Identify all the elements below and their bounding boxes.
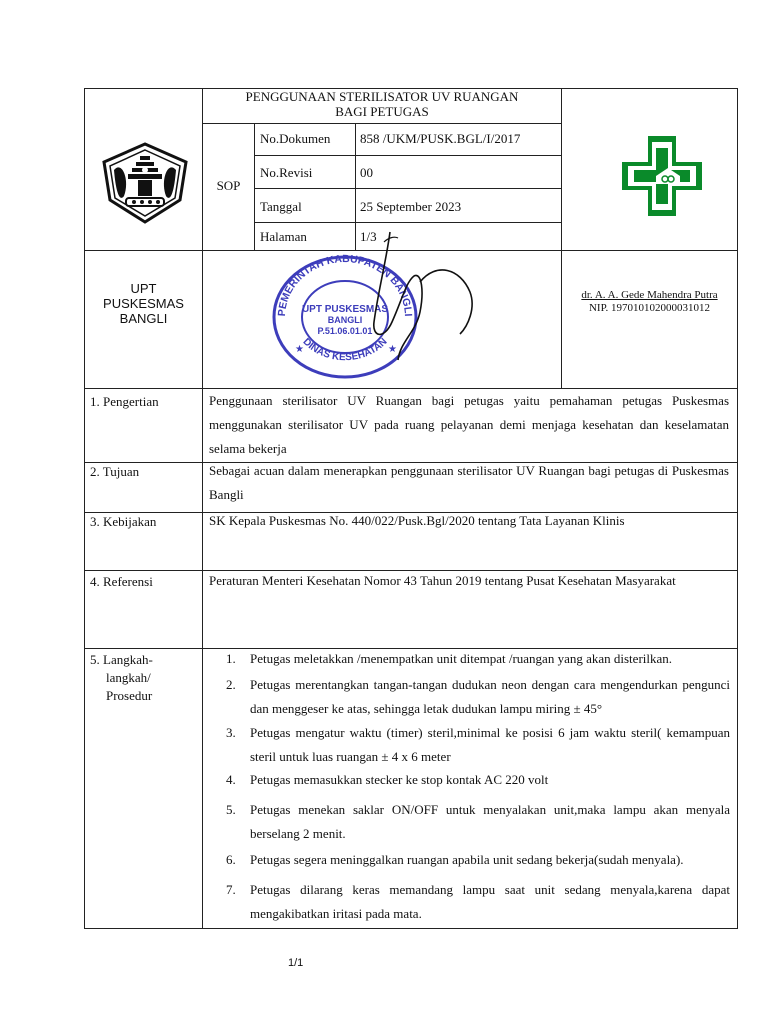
bangli-regency-emblem-icon	[100, 140, 190, 226]
section-body-referensi: Peraturan Menteri Kesehatan Nomor 43 Tahun 2019 tentang Pusat Kesehatan Masyarakat	[209, 573, 676, 588]
sop-label: SOP	[216, 178, 241, 193]
no-dokumen-value: 858 /UKM/PUSK.BGL/I/2017	[360, 131, 521, 146]
section-body-tujuan: Sebagai acuan dalam menerapkan penggunaan sterilisator UV Ruangan bagi petugas di Puskesmas Bangli	[209, 463, 729, 502]
step-text: Petugas meletakkan /menempatkan unit ditempat /ruangan yang akan disterilkan.	[250, 651, 673, 666]
step-text: Petugas merentangkan tangan-tangan dudukan neon dengan cara mengendurkan pengunci dan menggeser ke atas, sehingga letak dudukan lampu miring ± 45°	[250, 677, 730, 716]
section-body-kebijakan: SK Kepala Puskesmas No. 440/022/Pusk.Bgl/2020 tentang Tata Layanan Klinis	[209, 513, 625, 528]
procedure-step	[226, 721, 730, 769]
no-revisi-value: 00	[360, 165, 373, 180]
step-number: 2.	[226, 677, 236, 692]
step-number: 7.	[226, 882, 236, 897]
procedure-step	[226, 768, 730, 792]
stamp-center-2: BANGLI	[327, 315, 363, 325]
puskesmas-green-cross-icon	[620, 134, 704, 218]
step-number: 6.	[226, 852, 236, 867]
step-number: 1.	[226, 651, 236, 666]
document-title	[203, 89, 561, 119]
section-label-pengertian: 1. Pengertian	[90, 394, 159, 409]
halaman-label: Halaman	[260, 229, 307, 244]
signer-name: dr. A. A. Gede Mahendra Putra	[581, 289, 718, 301]
halaman-value: 1/3	[360, 229, 377, 244]
step-number: 5.	[226, 802, 236, 817]
procedure-label-3: Prosedur	[106, 688, 153, 703]
page-number: 1/1	[288, 957, 304, 969]
organization-name	[85, 281, 202, 326]
no-revisi-label: No.Revisi	[260, 165, 313, 180]
step-text: Petugas memasukkan stecker ke stop kontak AC 220 volt	[250, 772, 549, 787]
step-text: Petugas menekan saklar ON/OFF untuk menyalakan unit,maka lampu akan menyala berselang 2 menit.	[250, 802, 730, 841]
section-label-tujuan: 2. Tujuan	[90, 464, 140, 479]
tanggal-value: 25 September 2023	[360, 199, 462, 214]
section-label-referensi: 4. Referensi	[90, 574, 153, 589]
procedure-step	[226, 673, 730, 721]
no-dokumen-label: No.Dokumen	[260, 131, 331, 146]
procedure-label	[90, 651, 153, 705]
procedure-label-1: 5. Langkah-	[90, 652, 153, 667]
title-line-2: BAGI PETUGAS	[335, 104, 429, 119]
tanggal-label: Tanggal	[260, 199, 302, 214]
procedure-step	[226, 798, 730, 846]
procedure-step	[226, 848, 730, 872]
stamp-ring-top: PEMERINTAH KABUPATEN BANGLI	[275, 254, 415, 317]
signer-nip: NIP. 197010102000031012	[588, 302, 710, 314]
title-line-1: PENGGUNAAN STERILISATOR UV RUANGAN	[245, 89, 519, 104]
svg-text:★: ★	[388, 344, 397, 355]
step-number: 4.	[226, 772, 236, 787]
section-label-kebijakan: 3. Kebijakan	[90, 514, 157, 529]
stamp-center-1: UPT PUSKESMAS	[301, 304, 389, 315]
step-text: Petugas mengatur waktu (timer) steril,minimal ke posisi 6 jam waktu steril( kemampuan steril untuk luas ruangan ± 4 x 6 meter	[250, 725, 730, 764]
step-number: 3.	[226, 725, 236, 740]
org-line-2: PUSKESMAS	[103, 296, 184, 311]
step-text: Petugas segera meninggalkan ruangan apabila unit sedang bekerja(sudah menyala).	[250, 852, 684, 867]
handwritten-signature	[340, 222, 480, 382]
step-text: Petugas dilarang keras memandang lampu saat unit sedang menyala,karena dapat mengakibatkan iritasi pada mata.	[250, 882, 730, 921]
svg-text:★: ★	[295, 344, 304, 355]
procedure-step	[226, 878, 730, 926]
section-body-pengertian: Penggunaan sterilisator UV Ruangan bagi petugas yaitu pemahaman petugas Puskesmas menggunakan sterilisator UV pada ruang pelayanan demi menjaga kesehatan dan keselamatan selama bekerja	[209, 393, 729, 456]
stamp-center-3: P.51.06.01.01	[317, 326, 373, 336]
stamp-ring-bottom: DINAS KESEHATAN	[300, 336, 390, 364]
org-line-1: UPT	[130, 281, 157, 296]
org-line-3: BANGLI	[119, 311, 168, 326]
procedure-label-2: langkah/	[106, 670, 151, 685]
procedure-step	[226, 647, 730, 671]
